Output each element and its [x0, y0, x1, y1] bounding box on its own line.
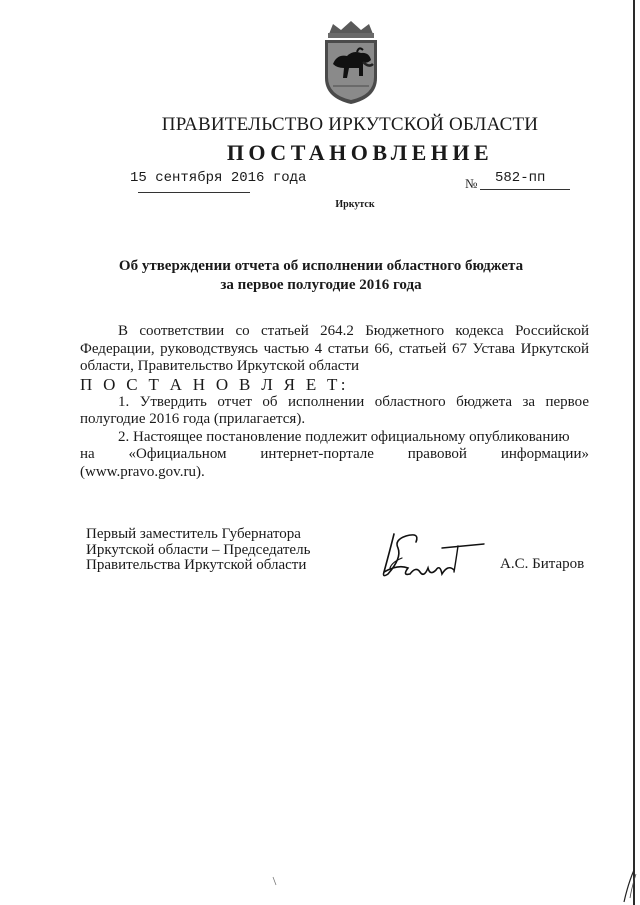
document-body: [80, 323, 589, 481]
coat-of-arms-icon: [319, 20, 383, 106]
resolves-heading: П О С Т А Н О В Л Я Е Т:: [80, 374, 349, 394]
item-2-line-2: на «Официальном интернет-портале правовой информации»: [80, 446, 589, 462]
subject-line-2: за первое полугодие 2016 года: [220, 277, 422, 293]
signer-position: [86, 527, 310, 574]
item-1-paragraph: 1. Утвердить отчет об исполнении областного бюджета за первое полугодие 2016 года (прилагается).: [80, 393, 589, 427]
item-2-line-3: (www.pravo.gov.ru).: [80, 463, 205, 480]
item-2-line-1: 2. Настоящее постановление подлежит официальному опубликованию: [118, 428, 570, 445]
signer-position-line-1: Первый заместитель Губернатора: [86, 526, 301, 542]
number-underline: [480, 189, 570, 190]
document-number: 582-пп: [495, 170, 546, 186]
preamble-paragraph: В соответствии со статьей 264.2 Бюджетного кодекса Российской Федерации, руководствуясь частью 4 статьи 66, статьей 67 Устава Иркутской области, Правительство Иркутской области: [80, 323, 589, 374]
government-title: ПРАВИТЕЛЬСТВО ИРКУТСКОЙ ОБЛАСТИ: [161, 114, 539, 135]
signer-position-line-3: Правительства Иркутской области: [86, 557, 307, 573]
signer-name: А.С. Битаров: [500, 556, 585, 572]
document-subject: [90, 257, 552, 295]
number-label: №: [465, 176, 478, 191]
scan-edge-line: [633, 0, 635, 905]
city-name: Иркутск: [335, 199, 375, 210]
document-type-title: ПОСТАНОВЛЕНИЕ: [226, 140, 494, 165]
subject-line-1: Об утверждении отчета об исполнении областного бюджета: [118, 258, 524, 274]
signer-position-line-2: Иркутской области – Председатель: [86, 541, 311, 558]
scan-artifact-mark: [272, 876, 278, 886]
document-date: 15 сентября 2016 года: [130, 170, 307, 186]
handwritten-signature-icon: [372, 528, 492, 586]
date-underline: [138, 192, 250, 193]
page-corner-mark: [618, 868, 638, 904]
